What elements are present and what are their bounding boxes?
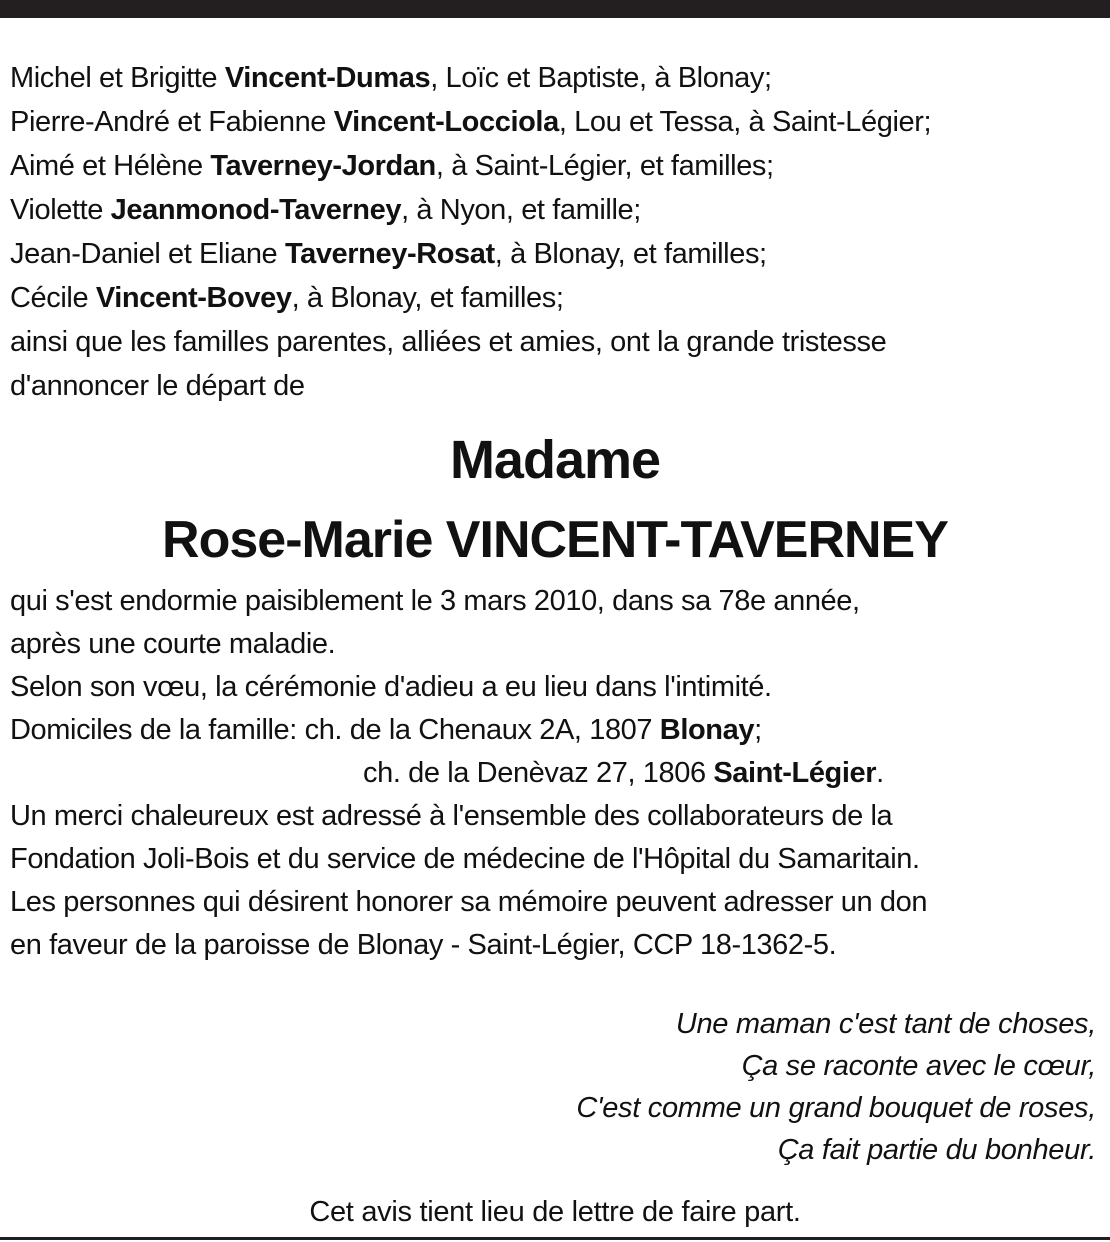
family-surname: Vincent-Dumas	[224, 62, 431, 94]
intro-line: ainsi que les familles parentes, alliées et amies, ont la grande tristesse	[10, 326, 887, 358]
family-text: Michel et Brigitte	[10, 62, 225, 94]
body-line: Selon son vœu, la cérémonie d'adieu a eu lieu dans l'intimité.	[10, 671, 772, 703]
obituary-body	[10, 580, 1105, 967]
family-line	[10, 188, 1105, 232]
domicile-town: Blonay	[659, 714, 755, 746]
family-text: Cécile	[10, 282, 96, 314]
body-line: Fondation Joli-Bois et du service de médecine de l'Hôpital du Samaritain.	[10, 843, 920, 875]
domicile-town: Saint-Légier	[713, 757, 877, 789]
family-text: , Lou et Tessa, à Saint-Légier;	[558, 106, 932, 138]
family-surname: Vincent-Bovey	[95, 282, 292, 314]
family-text: , à Nyon, et famille;	[401, 194, 641, 226]
domicile-text: ch. de la Denèvaz 27, 1806	[363, 757, 714, 789]
family-line	[10, 276, 1105, 320]
bottom-rule	[0, 1237, 1110, 1240]
body-line: Les personnes qui désirent honorer sa mémoire peuvent adresser un don	[10, 886, 928, 918]
body-line: Un merci chaleureux est adressé à l'ensemble des collaborateurs de la	[10, 800, 893, 832]
punctuation: .	[876, 757, 884, 789]
family-text: Pierre-André et Fabienne	[10, 106, 334, 138]
punctuation: ;	[754, 714, 762, 746]
family-text: Jean-Daniel et Eliane	[10, 238, 285, 270]
family-line	[10, 100, 1105, 144]
family-text: Aimé et Hélène	[10, 150, 211, 182]
poem	[576, 1003, 1096, 1171]
domicile-line	[10, 709, 1105, 752]
top-rule	[0, 0, 1110, 18]
family-text: , à Blonay, et familles;	[291, 282, 564, 314]
family-line	[10, 144, 1105, 188]
family-surname: Taverney-Rosat	[284, 238, 495, 270]
family-line	[10, 56, 1105, 100]
family-text: Violette	[10, 194, 111, 226]
family-surname: Jeanmonod-Taverney	[110, 194, 402, 226]
family-surname: Taverney-Jordan	[210, 150, 436, 182]
closing-note: Cet avis tient lieu de lettre de faire part.	[309, 1196, 801, 1228]
body-line: après une courte maladie.	[10, 628, 336, 660]
family-list	[10, 56, 1105, 408]
body-line: en faveur de la paroisse de Blonay - Saint-Légier, CCP 18-1362-5.	[10, 929, 837, 961]
poem-line: Une maman c'est tant de choses,	[675, 1008, 1096, 1040]
domicile-line	[10, 752, 1105, 795]
domicile-text: Domiciles de la famille: ch. de la Chenaux 2A, 1807	[10, 714, 660, 746]
family-text: , à Saint-Légier, et familles;	[435, 150, 774, 182]
poem-line: Ça fait partie du bonheur.	[777, 1134, 1096, 1166]
family-surname: Vincent-Locciola	[333, 106, 559, 138]
family-line	[10, 232, 1105, 276]
family-text: , Loïc et Baptiste, à Blonay;	[430, 62, 772, 94]
poem-line: Ça se raconte avec le cœur,	[741, 1050, 1096, 1082]
deceased-name-heading: Rose-Marie VINCENT-TAVERNEY	[162, 511, 948, 569]
family-text: , à Blonay, et familles;	[494, 238, 767, 270]
body-line: qui s'est endormie paisiblement le 3 mars 2010, dans sa 78e année,	[10, 585, 860, 617]
poem-line: C'est comme un grand bouquet de roses,	[576, 1092, 1096, 1124]
intro-line: d'annoncer le départ de	[10, 370, 305, 402]
honorific-heading: Madame	[449, 430, 661, 490]
